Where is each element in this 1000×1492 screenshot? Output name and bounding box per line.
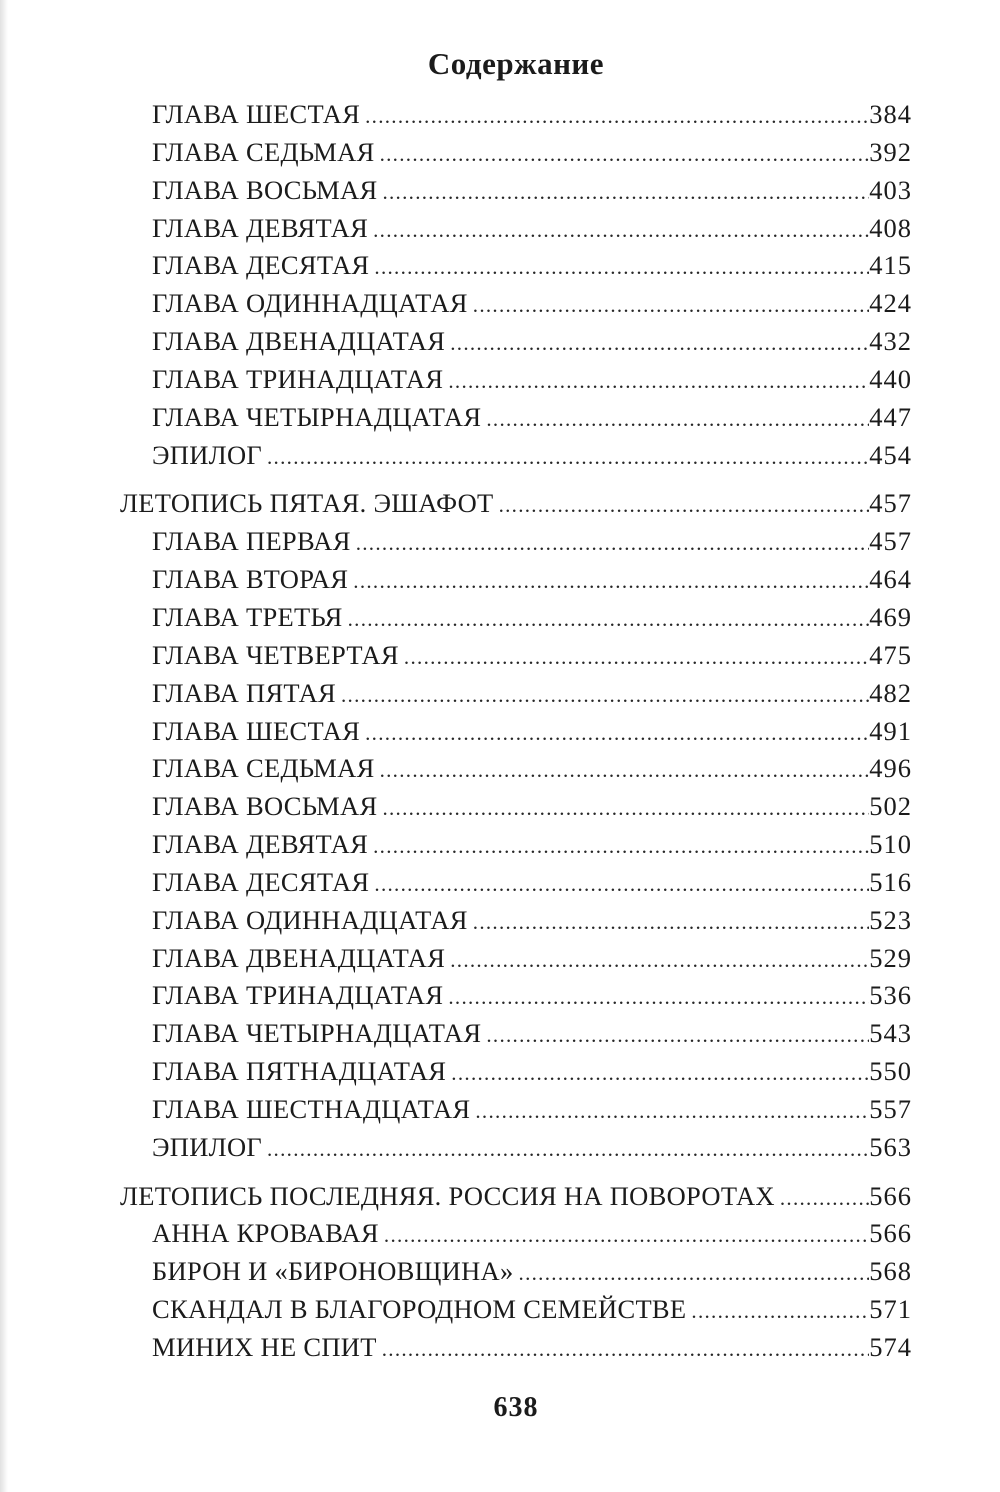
toc-entry-label: ГЛАВА ДЕВЯТАЯ [152, 212, 369, 243]
toc-entry [120, 213, 912, 251]
toc-entry-page-number: 566 [869, 1180, 912, 1211]
toc-entry-page-number: 529 [869, 942, 912, 973]
toc-entry-label: ГЛАВА ПЯТНАДЦАТАЯ [152, 1056, 447, 1087]
dot-leader [343, 602, 870, 634]
toc-entry-page-number: 454 [869, 439, 912, 470]
dot-leader [399, 640, 869, 672]
toc-entry [120, 602, 912, 640]
folio-page-number: 638 [493, 1392, 539, 1423]
toc-entry-page-number: 475 [869, 639, 912, 670]
dot-leader [348, 564, 869, 596]
dot-leader [375, 137, 870, 169]
toc-entry-page-number: 491 [869, 715, 912, 746]
toc-entry-page-number: 510 [869, 829, 912, 860]
toc-entry-page-number: 440 [869, 363, 912, 394]
dot-leader [377, 1332, 870, 1364]
dot-leader [368, 213, 869, 245]
dot-leader [360, 716, 869, 748]
toc-entry-page-number: 464 [869, 564, 912, 595]
toc-entry-label: ГЛАВА ДЕСЯТАЯ [152, 250, 370, 281]
toc-entry-label: СКАНДАЛ В БЛАГОРОДНОМ СЕМЕЙСТВЕ [152, 1294, 687, 1325]
dot-leader [377, 791, 869, 823]
toc-entry-label: ГЛАВА СЕДЬМАЯ [152, 136, 375, 167]
dot-leader [262, 440, 869, 472]
toc-entry-label: ГЛАВА ОДИННАДЦАТАЯ [152, 288, 468, 319]
table-of-contents [120, 99, 912, 1370]
toc-entry [120, 440, 912, 478]
toc-entry-label: ГЛАВА ШЕСТНАДЦАТАЯ [152, 1093, 471, 1124]
toc-entry [120, 905, 912, 943]
toc-entry-label: БИРОН И «БИРОНОВЩИНА» [152, 1256, 514, 1287]
toc-entry-page-number: 403 [869, 174, 912, 205]
toc-entry-label: ГЛАВА ТРЕТЬЯ [152, 601, 343, 632]
toc-entry [120, 1218, 912, 1256]
dot-leader [775, 1181, 869, 1213]
toc-entry-page-number: 447 [869, 401, 912, 432]
toc-entry-label: ГЛАВА ВОСЬМАЯ [152, 791, 378, 822]
dot-leader [369, 250, 869, 282]
toc-entry-page-number: 566 [869, 1218, 912, 1249]
toc-entry-page-number: 415 [869, 250, 912, 281]
dot-leader [369, 867, 869, 899]
toc-entry [120, 288, 912, 326]
toc-entry [120, 99, 912, 137]
dot-leader [481, 1018, 869, 1050]
toc-entry [120, 1332, 912, 1370]
toc-entry-label: ГЛАВА ОДИННАДЦАТАЯ [152, 904, 468, 935]
toc-entry [120, 1294, 912, 1332]
toc-entry [120, 1132, 912, 1170]
toc-entry-page-number: 482 [869, 677, 912, 708]
toc-entry [120, 1256, 912, 1294]
dot-leader [351, 526, 870, 558]
toc-entry [120, 980, 912, 1018]
toc-entry [120, 326, 912, 364]
dot-leader [443, 364, 869, 396]
toc-entry [120, 791, 912, 829]
toc-entry [120, 1181, 912, 1219]
toc-entry-label: ГЛАВА ЧЕТЫРНАДЦАТАЯ [152, 1018, 482, 1049]
toc-entry [120, 402, 912, 440]
toc-entry-page-number: 392 [869, 136, 912, 167]
toc-entry-page-number: 568 [869, 1256, 912, 1287]
toc-entry-page-number: 550 [869, 1056, 912, 1087]
toc-entry-page-number: 384 [869, 99, 912, 129]
dot-leader [360, 99, 869, 131]
toc-entry-label: ЛЕТОПИСЬ ПЯТАЯ. ЭШАФОТ [120, 488, 494, 519]
toc-entry-page-number: 574 [869, 1332, 912, 1362]
toc-entry [120, 867, 912, 905]
toc-entry-page-number: 424 [869, 288, 912, 319]
toc-entry [120, 564, 912, 602]
toc-entry-page-number: 543 [869, 1018, 912, 1049]
dot-leader [336, 678, 869, 710]
toc-entry-label: ГЛАВА ЧЕТВЕРТАЯ [152, 639, 399, 670]
toc-entry [120, 1056, 912, 1094]
toc-entry-page-number: 432 [869, 326, 912, 357]
toc-entry-label: ГЛАВА ДВЕНАДЦАТАЯ [152, 326, 446, 357]
dot-leader [262, 1132, 869, 1164]
toc-entry-label: ГЛАВА СЕДЬМАЯ [152, 753, 375, 784]
toc-entry [120, 753, 912, 791]
toc-entry-page-number: 457 [869, 488, 912, 519]
toc-entry-page-number: 523 [869, 904, 912, 935]
dot-leader [379, 1218, 869, 1250]
toc-entry-label: ГЛАВА ПЯТАЯ [152, 677, 336, 708]
toc-entry [120, 829, 912, 867]
toc-entry-label: ГЛАВА ТРИНАДЦАТАЯ [152, 363, 444, 394]
toc-entry-label: ГЛАВА ДВЕНАДЦАТАЯ [152, 942, 446, 973]
toc-entry-page-number: 496 [869, 753, 912, 784]
toc-entry-label: МИНИХ НЕ СПИТ [152, 1332, 377, 1362]
dot-leader [470, 1094, 869, 1126]
toc-entry-label: ГЛАВА ВТОРАЯ [152, 564, 349, 595]
toc-entry [120, 250, 912, 288]
dot-leader [468, 288, 869, 320]
dot-leader [375, 753, 870, 785]
dot-leader [494, 488, 870, 520]
dot-leader [368, 829, 869, 861]
dot-leader [481, 402, 869, 434]
dot-leader [443, 980, 869, 1012]
toc-entry [120, 1018, 912, 1056]
toc-entry-label: ГЛАВА ДЕВЯТАЯ [152, 829, 369, 860]
toc-entry [120, 640, 912, 678]
toc-entry-label: ГЛАВА ШЕСТАЯ [152, 99, 361, 129]
toc-entry [120, 716, 912, 754]
toc-entry-label: ГЛАВА ВОСЬМАЯ [152, 174, 378, 205]
toc-entry-label: ГЛАВА ШЕСТАЯ [152, 715, 361, 746]
dot-leader [514, 1256, 870, 1288]
toc-entry-page-number: 408 [869, 212, 912, 243]
toc-entry-page-number: 536 [869, 980, 912, 1011]
toc-entry [120, 678, 912, 716]
toc-entry [120, 488, 912, 526]
toc-entry [120, 943, 912, 981]
toc-entry-label: ГЛАВА ПЕРВАЯ [152, 526, 351, 557]
dot-leader [445, 326, 869, 358]
toc-entry-label: АННА КРОВАВАЯ [152, 1218, 379, 1249]
toc-entry [120, 137, 912, 175]
toc-entry-page-number: 571 [869, 1294, 912, 1325]
toc-entry-label: ЭПИЛОГ [152, 1131, 262, 1162]
dot-leader [445, 943, 869, 975]
toc-entry [120, 175, 912, 213]
dot-leader [686, 1294, 869, 1326]
toc-entry-page-number: 563 [869, 1131, 912, 1162]
toc-entry-label: ЭПИЛОГ [152, 439, 262, 470]
toc-entry-page-number: 557 [869, 1093, 912, 1124]
toc-entry-label: ГЛАВА ТРИНАДЦАТАЯ [152, 980, 444, 1011]
toc-entry-page-number: 516 [869, 866, 912, 897]
toc-entry-label: ГЛАВА ДЕСЯТАЯ [152, 866, 370, 897]
toc-entry-page-number: 469 [869, 601, 912, 632]
dot-leader [468, 905, 869, 937]
toc-entry [120, 1094, 912, 1132]
page-title: Содержание [427, 46, 605, 81]
toc-entry-page-number: 457 [869, 526, 912, 557]
dot-leader [446, 1056, 869, 1088]
toc-entry [120, 526, 912, 564]
toc-entry-page-number: 502 [869, 791, 912, 822]
toc-entry-label: ЛЕТОПИСЬ ПОСЛЕДНЯЯ. РОССИЯ НА ПОВОРОТАХ [120, 1180, 775, 1211]
dot-leader [377, 175, 869, 207]
toc-entry-label: ГЛАВА ЧЕТЫРНАДЦАТАЯ [152, 401, 482, 432]
toc-entry [120, 364, 912, 402]
